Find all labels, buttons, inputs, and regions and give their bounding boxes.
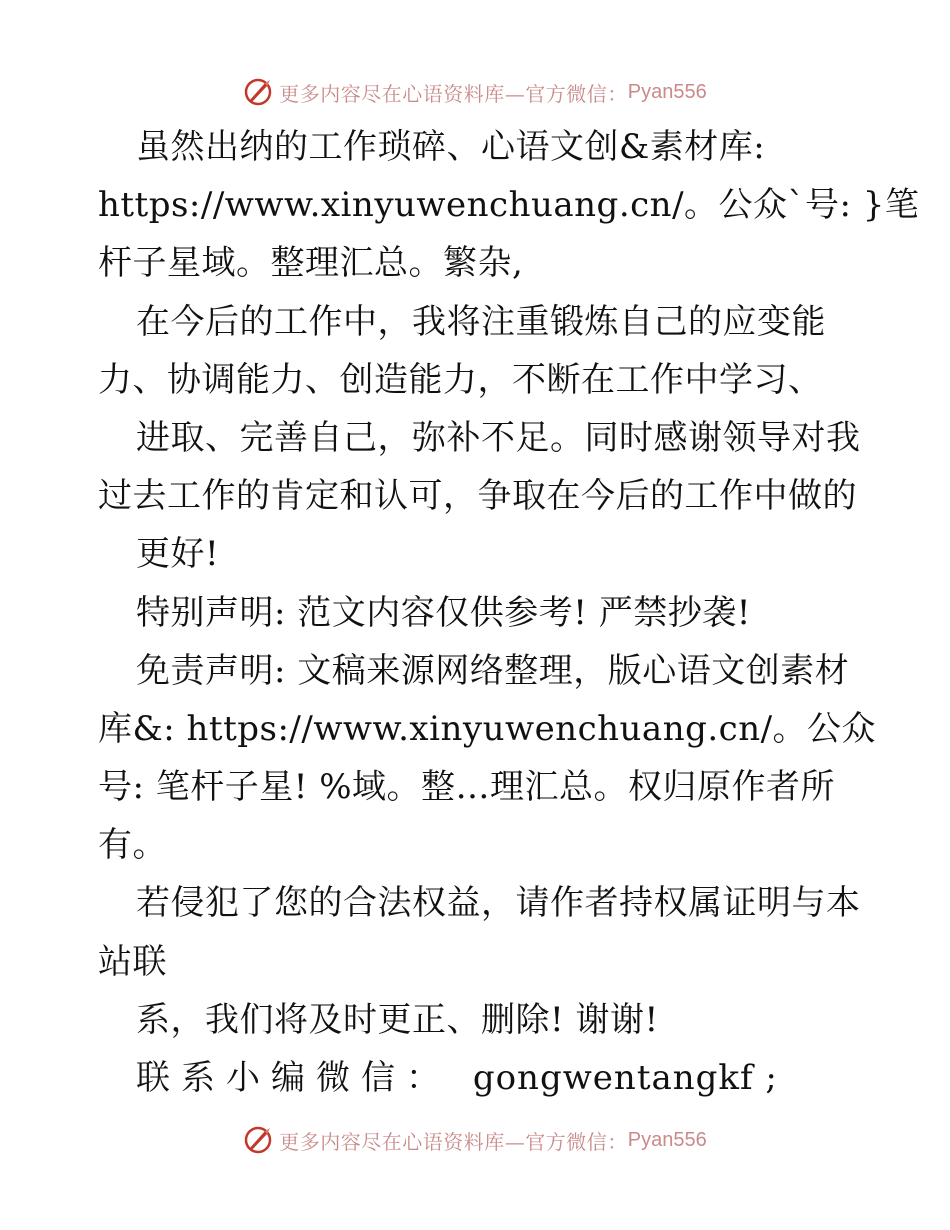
header-watermark-banner [0, 72, 950, 112]
body-line: 系，我们将及时更正、删除! 谢谢! [136, 999, 659, 1040]
body-line: 免责声明: 文稿来源网络整理，版心语文创素材 [136, 650, 850, 691]
body-line: 在今后的工作中，我将注重锻炼自己的应变能 [136, 301, 826, 342]
contact-line [98, 1049, 858, 1107]
body-line: 若侵犯了您的合法权益，请作者持权属证明与本 [136, 883, 861, 924]
footer-banner-wechat: Pyan556 [627, 1128, 707, 1151]
body-line: 站联 [98, 941, 167, 982]
quill-pen-logo-icon [243, 77, 273, 107]
body-line: 进取、完善自己，弥补不足。同时感谢领导对我 [136, 417, 861, 458]
footer-banner-text: 更多内容尽在心语资料库—官方微信： [279, 1129, 628, 1154]
body-line: 力、协调能力、创造能力，不断在工作中学习、 [98, 359, 823, 400]
quill-pen-logo-icon [243, 1125, 273, 1155]
body-line: 有。 [98, 825, 167, 866]
contact-label: 联系小编微信： [136, 1058, 451, 1098]
document-body [98, 118, 920, 1107]
body-line: 号: 笔杆子星! %域。整…理汇总。权归原作者所 [98, 767, 836, 808]
body-line: 虽然出纳的工作琐碎、心语文创&素材库: [136, 127, 766, 167]
header-banner-text: 更多内容尽在心语资料库—官方微信： [279, 81, 628, 106]
contact-wechat-id: gongwentangkf ; [472, 1058, 778, 1098]
body-line: 过去工作的肯定和认可，争取在今后的工作中做的 [98, 476, 857, 517]
body-line: 特别声明: 范文内容仅供参考! 严禁抄袭! [136, 592, 751, 633]
body-line: 库&: https://www.xinyuwenchuang.cn/。公众 [98, 708, 877, 749]
body-line: 更好! [136, 534, 220, 575]
body-line: 杆子星域。整理汇总。繁杂, [98, 243, 524, 284]
body-line: https://www.xinyuwenchuang.cn/。公众`号: }笔 [98, 185, 920, 226]
header-banner-wechat: Pyan556 [627, 80, 707, 103]
footer-watermark-banner [0, 1120, 950, 1160]
